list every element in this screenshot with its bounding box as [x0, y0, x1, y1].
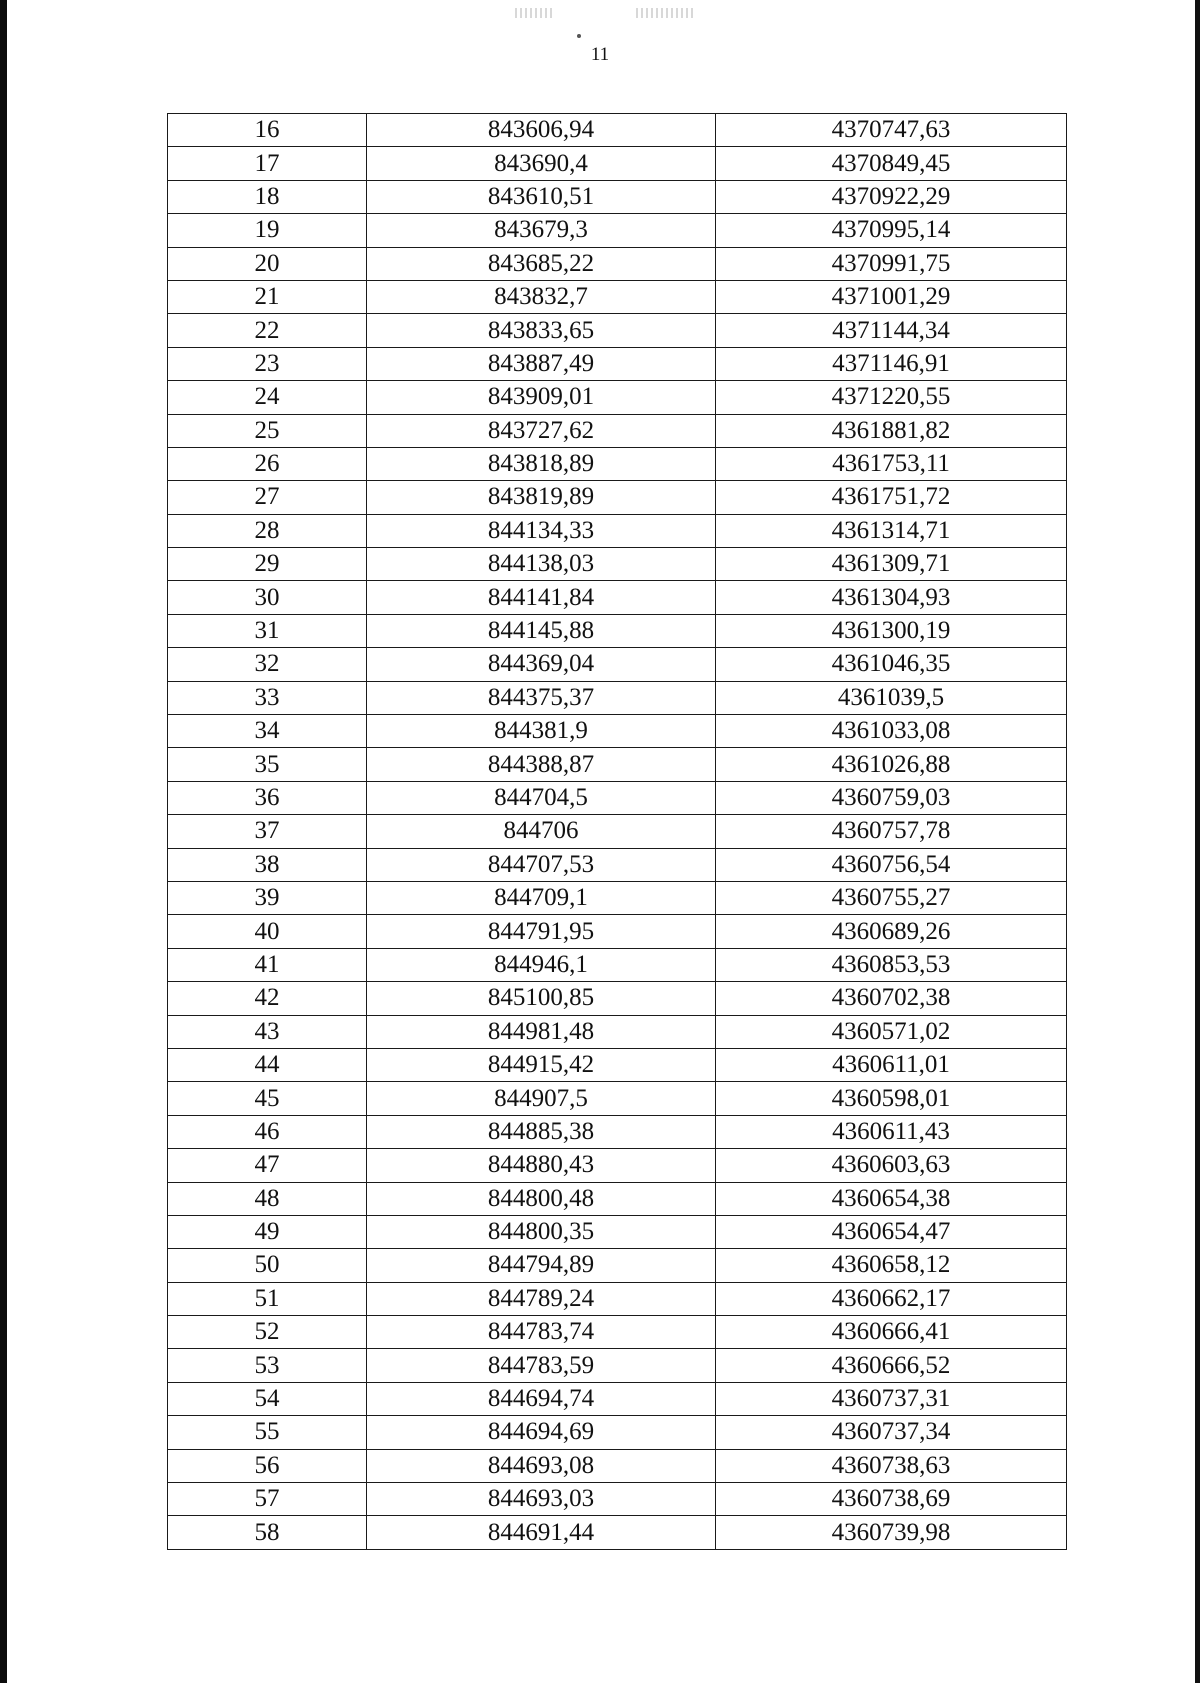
y-coordinate-cell: 4361026,88 — [716, 748, 1067, 781]
point-number-cell: 17 — [168, 147, 367, 180]
x-coordinate-cell: 844783,59 — [367, 1349, 716, 1382]
y-coordinate-cell: 4370995,14 — [716, 214, 1067, 247]
x-coordinate-cell: 844388,87 — [367, 748, 716, 781]
y-coordinate-cell: 4361751,72 — [716, 481, 1067, 514]
table-row — [168, 815, 1067, 848]
table-row — [168, 1082, 1067, 1115]
page-number: 11 — [590, 44, 610, 65]
y-coordinate-cell: 4360756,54 — [716, 848, 1067, 881]
x-coordinate-cell: 844794,89 — [367, 1249, 716, 1282]
y-coordinate-cell: 4360757,78 — [716, 815, 1067, 848]
point-number-cell: 47 — [168, 1149, 367, 1182]
table-row — [168, 414, 1067, 447]
coordinates-table — [167, 113, 1067, 1550]
x-coordinate-cell: 844375,37 — [367, 681, 716, 714]
y-coordinate-cell: 4361753,11 — [716, 447, 1067, 480]
scan-noise-mark — [636, 8, 694, 18]
table-row — [168, 1115, 1067, 1148]
table-row — [168, 715, 1067, 748]
x-coordinate-cell: 843832,7 — [367, 280, 716, 313]
scan-border-left — [0, 0, 7, 1683]
point-number-cell: 30 — [168, 581, 367, 614]
x-coordinate-cell: 844381,9 — [367, 715, 716, 748]
y-coordinate-cell: 4371146,91 — [716, 347, 1067, 380]
point-number-cell: 40 — [168, 915, 367, 948]
x-coordinate-cell: 843679,3 — [367, 214, 716, 247]
table-row — [168, 881, 1067, 914]
y-coordinate-cell: 4360654,38 — [716, 1182, 1067, 1215]
x-coordinate-cell: 844704,5 — [367, 781, 716, 814]
point-number-cell: 54 — [168, 1382, 367, 1415]
table-row — [168, 280, 1067, 313]
table-row — [168, 514, 1067, 547]
x-coordinate-cell: 844981,48 — [367, 1015, 716, 1048]
y-coordinate-cell: 4360739,98 — [716, 1516, 1067, 1549]
y-coordinate-cell: 4360759,03 — [716, 781, 1067, 814]
x-coordinate-cell: 844706 — [367, 815, 716, 848]
table-row — [168, 1048, 1067, 1081]
y-coordinate-cell: 4360611,43 — [716, 1115, 1067, 1148]
y-coordinate-cell: 4360666,52 — [716, 1349, 1067, 1382]
y-coordinate-cell: 4360755,27 — [716, 881, 1067, 914]
x-coordinate-cell: 844800,35 — [367, 1215, 716, 1248]
y-coordinate-cell: 4360666,41 — [716, 1316, 1067, 1349]
y-coordinate-cell: 4370922,29 — [716, 180, 1067, 213]
scan-border-right — [1195, 0, 1200, 1683]
x-coordinate-cell: 844691,44 — [367, 1516, 716, 1549]
x-coordinate-cell: 844693,03 — [367, 1483, 716, 1516]
table-row — [168, 982, 1067, 1015]
table-row — [168, 1316, 1067, 1349]
table-row — [168, 180, 1067, 213]
x-coordinate-cell: 844709,1 — [367, 881, 716, 914]
point-number-cell: 58 — [168, 1516, 367, 1549]
x-coordinate-cell: 843887,49 — [367, 347, 716, 380]
table-row — [168, 548, 1067, 581]
point-number-cell: 29 — [168, 548, 367, 581]
table-row — [168, 1449, 1067, 1482]
x-coordinate-cell: 844789,24 — [367, 1282, 716, 1315]
x-coordinate-cell: 844783,74 — [367, 1316, 716, 1349]
table-row — [168, 247, 1067, 280]
point-number-cell: 25 — [168, 414, 367, 447]
point-number-cell: 19 — [168, 214, 367, 247]
x-coordinate-cell: 844145,88 — [367, 614, 716, 647]
y-coordinate-cell: 4361039,5 — [716, 681, 1067, 714]
y-coordinate-cell: 4360702,38 — [716, 982, 1067, 1015]
point-number-cell: 45 — [168, 1082, 367, 1115]
point-number-cell: 46 — [168, 1115, 367, 1148]
point-number-cell: 42 — [168, 982, 367, 1015]
y-coordinate-cell: 4370747,63 — [716, 114, 1067, 147]
x-coordinate-cell: 843610,51 — [367, 180, 716, 213]
x-coordinate-cell: 843833,65 — [367, 314, 716, 347]
y-coordinate-cell: 4371001,29 — [716, 280, 1067, 313]
table-row — [168, 1382, 1067, 1415]
table-row — [168, 1015, 1067, 1048]
table-row — [168, 1182, 1067, 1215]
y-coordinate-cell: 4360738,63 — [716, 1449, 1067, 1482]
point-number-cell: 53 — [168, 1349, 367, 1382]
y-coordinate-cell: 4360662,17 — [716, 1282, 1067, 1315]
table-row — [168, 614, 1067, 647]
point-number-cell: 33 — [168, 681, 367, 714]
x-coordinate-cell: 844946,1 — [367, 948, 716, 981]
table-row — [168, 1516, 1067, 1549]
y-coordinate-cell: 4371220,55 — [716, 381, 1067, 414]
table-row — [168, 314, 1067, 347]
point-number-cell: 20 — [168, 247, 367, 280]
point-number-cell: 39 — [168, 881, 367, 914]
x-coordinate-cell: 843819,89 — [367, 481, 716, 514]
scan-speck — [577, 34, 581, 38]
y-coordinate-cell: 4360689,26 — [716, 915, 1067, 948]
x-coordinate-cell: 844694,69 — [367, 1416, 716, 1449]
point-number-cell: 31 — [168, 614, 367, 647]
table-row — [168, 1249, 1067, 1282]
table-row — [168, 447, 1067, 480]
x-coordinate-cell: 845100,85 — [367, 982, 716, 1015]
point-number-cell: 23 — [168, 347, 367, 380]
y-coordinate-cell: 4360737,34 — [716, 1416, 1067, 1449]
point-number-cell: 32 — [168, 648, 367, 681]
point-number-cell: 16 — [168, 114, 367, 147]
table-row — [168, 681, 1067, 714]
point-number-cell: 28 — [168, 514, 367, 547]
point-number-cell: 41 — [168, 948, 367, 981]
table-row — [168, 381, 1067, 414]
y-coordinate-cell: 4360603,63 — [716, 1149, 1067, 1182]
table-row — [168, 748, 1067, 781]
x-coordinate-cell: 844694,74 — [367, 1382, 716, 1415]
table-row — [168, 648, 1067, 681]
y-coordinate-cell: 4361309,71 — [716, 548, 1067, 581]
point-number-cell: 51 — [168, 1282, 367, 1315]
x-coordinate-cell: 844134,33 — [367, 514, 716, 547]
x-coordinate-cell: 843685,22 — [367, 247, 716, 280]
y-coordinate-cell: 4360658,12 — [716, 1249, 1067, 1282]
table-row — [168, 1215, 1067, 1248]
point-number-cell: 49 — [168, 1215, 367, 1248]
x-coordinate-cell: 844880,43 — [367, 1149, 716, 1182]
scan-noise-mark — [515, 8, 555, 18]
y-coordinate-cell: 4361046,35 — [716, 648, 1067, 681]
table-row — [168, 1282, 1067, 1315]
table-row — [168, 1149, 1067, 1182]
point-number-cell: 26 — [168, 447, 367, 480]
point-number-cell: 24 — [168, 381, 367, 414]
point-number-cell: 21 — [168, 280, 367, 313]
x-coordinate-cell: 843909,01 — [367, 381, 716, 414]
point-number-cell: 56 — [168, 1449, 367, 1482]
point-number-cell: 43 — [168, 1015, 367, 1048]
table-row — [168, 581, 1067, 614]
point-number-cell: 35 — [168, 748, 367, 781]
point-number-cell: 55 — [168, 1416, 367, 1449]
table-row — [168, 848, 1067, 881]
y-coordinate-cell: 4361033,08 — [716, 715, 1067, 748]
y-coordinate-cell: 4360611,01 — [716, 1048, 1067, 1081]
table-row — [168, 214, 1067, 247]
point-number-cell: 36 — [168, 781, 367, 814]
x-coordinate-cell: 843818,89 — [367, 447, 716, 480]
y-coordinate-cell: 4371144,34 — [716, 314, 1067, 347]
point-number-cell: 44 — [168, 1048, 367, 1081]
y-coordinate-cell: 4361881,82 — [716, 414, 1067, 447]
point-number-cell: 37 — [168, 815, 367, 848]
x-coordinate-cell: 844800,48 — [367, 1182, 716, 1215]
table-row — [168, 948, 1067, 981]
table-row — [168, 1416, 1067, 1449]
table-row — [168, 147, 1067, 180]
table-row — [168, 347, 1067, 380]
table-row — [168, 1349, 1067, 1382]
point-number-cell: 57 — [168, 1483, 367, 1516]
table-row — [168, 481, 1067, 514]
x-coordinate-cell: 843690,4 — [367, 147, 716, 180]
y-coordinate-cell: 4360738,69 — [716, 1483, 1067, 1516]
y-coordinate-cell: 4360571,02 — [716, 1015, 1067, 1048]
x-coordinate-cell: 844915,42 — [367, 1048, 716, 1081]
y-coordinate-cell: 4370849,45 — [716, 147, 1067, 180]
y-coordinate-cell: 4361300,19 — [716, 614, 1067, 647]
point-number-cell: 18 — [168, 180, 367, 213]
point-number-cell: 48 — [168, 1182, 367, 1215]
point-number-cell: 50 — [168, 1249, 367, 1282]
y-coordinate-cell: 4361304,93 — [716, 581, 1067, 614]
x-coordinate-cell: 844707,53 — [367, 848, 716, 881]
x-coordinate-cell: 843727,62 — [367, 414, 716, 447]
x-coordinate-cell: 843606,94 — [367, 114, 716, 147]
x-coordinate-cell: 844907,5 — [367, 1082, 716, 1115]
coordinates-table-body — [168, 114, 1067, 1550]
y-coordinate-cell: 4370991,75 — [716, 247, 1067, 280]
x-coordinate-cell: 844141,84 — [367, 581, 716, 614]
y-coordinate-cell: 4360598,01 — [716, 1082, 1067, 1115]
point-number-cell: 38 — [168, 848, 367, 881]
point-number-cell: 34 — [168, 715, 367, 748]
y-coordinate-cell: 4360654,47 — [716, 1215, 1067, 1248]
point-number-cell: 52 — [168, 1316, 367, 1349]
table-row — [168, 114, 1067, 147]
x-coordinate-cell: 844369,04 — [367, 648, 716, 681]
table-row — [168, 1483, 1067, 1516]
y-coordinate-cell: 4360737,31 — [716, 1382, 1067, 1415]
y-coordinate-cell: 4361314,71 — [716, 514, 1067, 547]
table-row — [168, 915, 1067, 948]
x-coordinate-cell: 844885,38 — [367, 1115, 716, 1148]
x-coordinate-cell: 844693,08 — [367, 1449, 716, 1482]
point-number-cell: 27 — [168, 481, 367, 514]
table-row — [168, 781, 1067, 814]
point-number-cell: 22 — [168, 314, 367, 347]
x-coordinate-cell: 844138,03 — [367, 548, 716, 581]
y-coordinate-cell: 4360853,53 — [716, 948, 1067, 981]
x-coordinate-cell: 844791,95 — [367, 915, 716, 948]
